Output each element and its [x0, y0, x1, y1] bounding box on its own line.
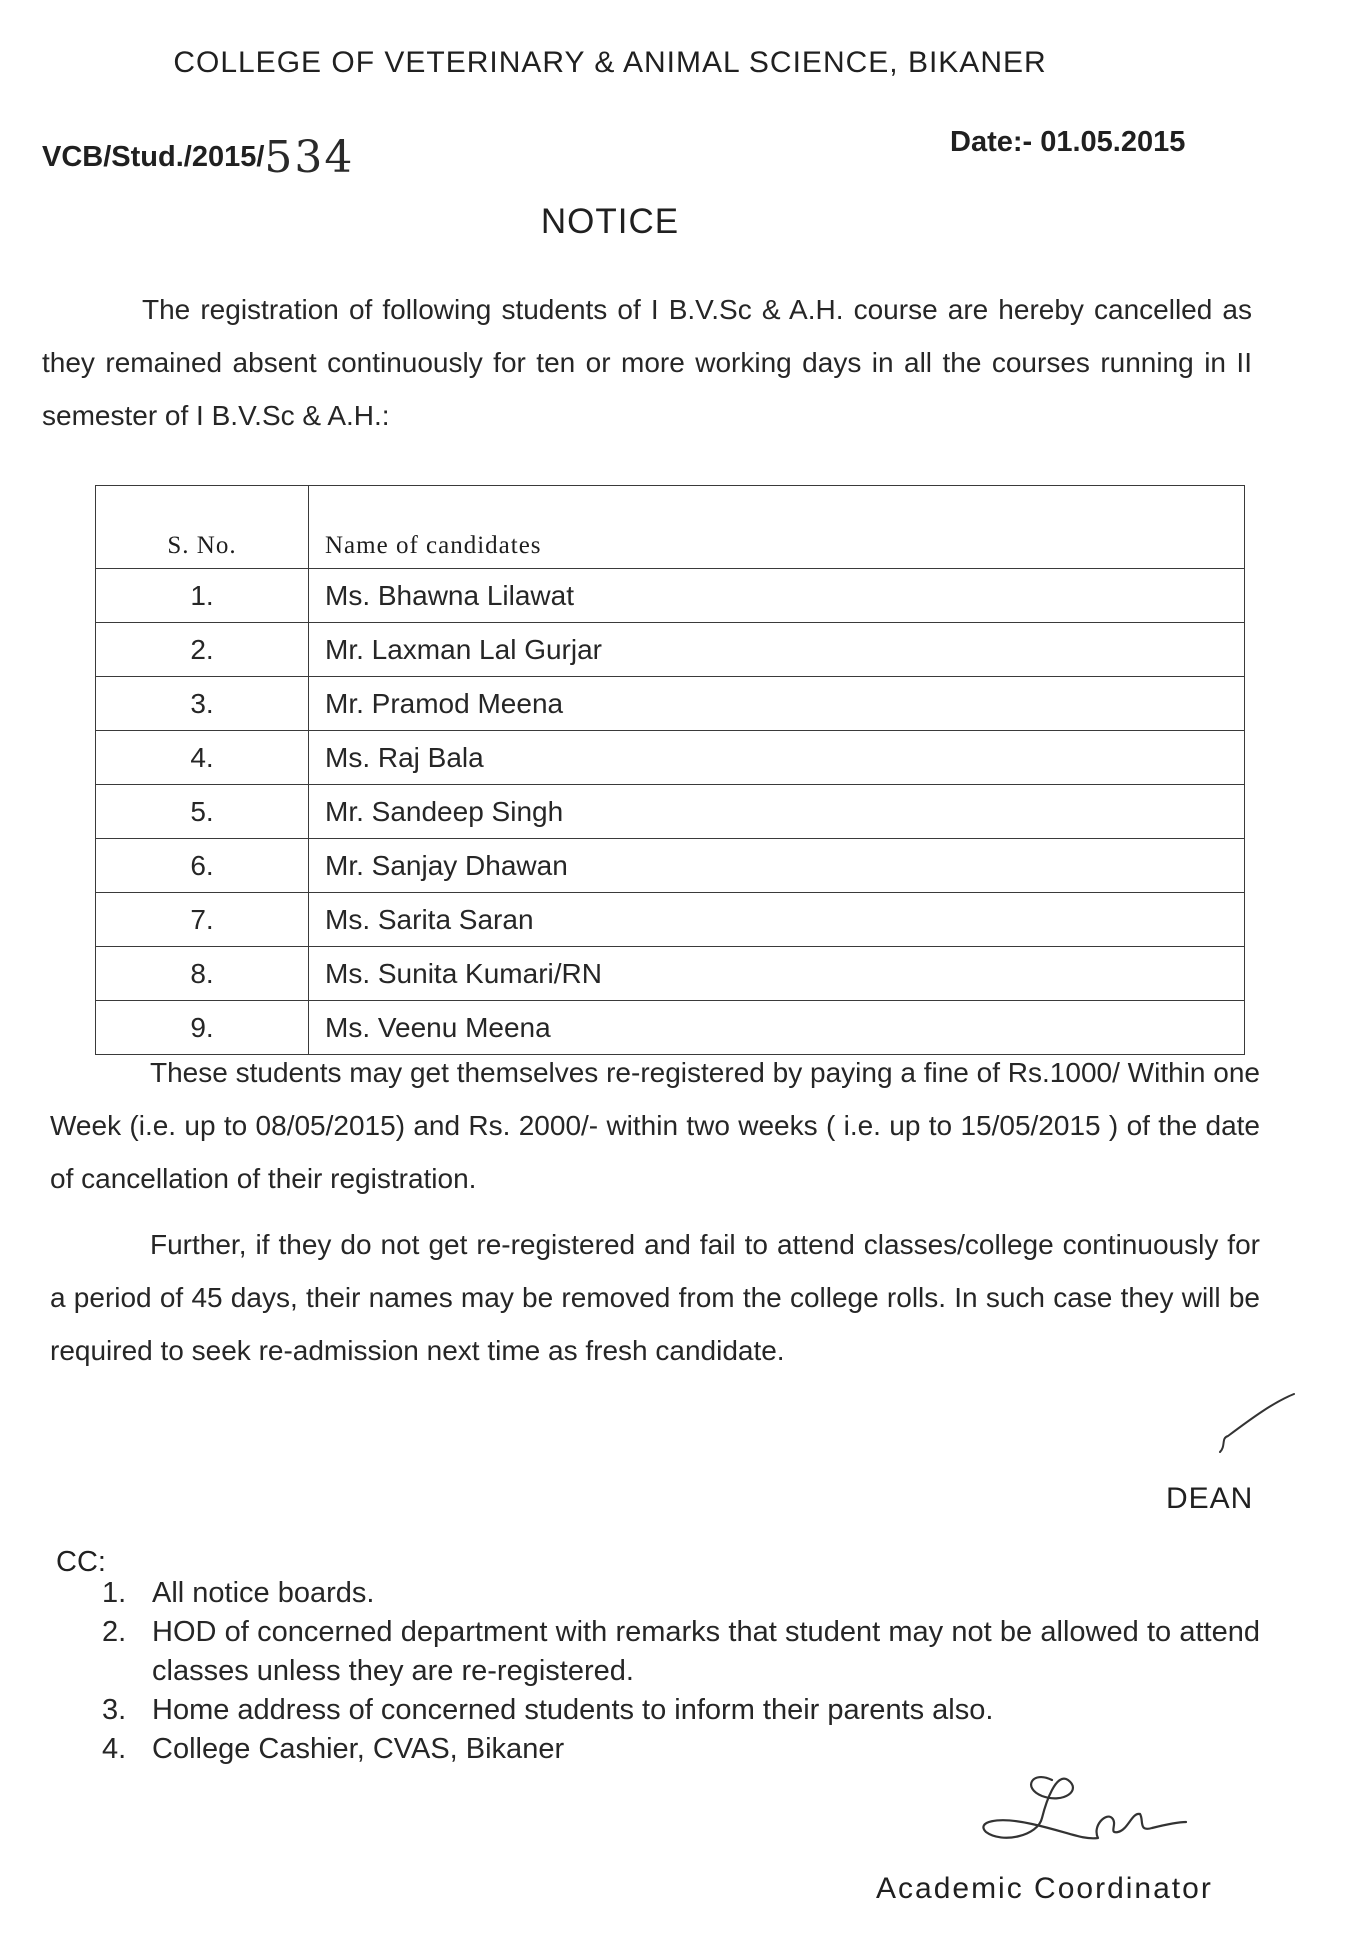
coordinator-signature-icon	[972, 1762, 1192, 1862]
list-item-text: HOD of concerned department with remarks that student may not be allowed to attend classes unless they are re-registered.	[152, 1616, 1260, 1687]
list-item-number: 1.	[102, 1577, 127, 1609]
candidate-name-cell: Mr. Sanjay Dhawan	[309, 839, 1245, 893]
fine-paragraph: These students may get themselves re-registered by paying a fine of Rs.1000/ Within one Week (i.e. up to 08/05/2015) and Rs. 2000/- within two weeks ( i.e. up to 15/05/2015 ) of the date of cancellation of their registration.	[50, 1057, 1260, 1194]
signatory-title: DEAN	[1166, 1482, 1254, 1515]
cc-list	[102, 1574, 1260, 1769]
reference-number	[42, 126, 355, 183]
list-item-text: All notice boards.	[152, 1577, 375, 1609]
intro-paragraph: The registration of following students of I B.V.Sc & A.H. course are hereby cancelled as they remained absent continuously for ten or more working days in all the courses running in II semester of I B.V.Sc & A.H.:	[42, 294, 1252, 431]
candidate-name-cell: Ms. Bhawna Lilawat	[309, 569, 1245, 623]
list-item-number: 4.	[102, 1733, 127, 1765]
table-header-row	[96, 486, 1245, 569]
serial-number-cell: 2.	[96, 623, 309, 677]
college-name: COLLEGE OF VETERINARY & ANIMAL SCIENCE, BIKANER	[173, 46, 1047, 79]
further-paragraph: Further, if they do not get re-registered and fail to attend classes/college continuously for a period of 45 days, their names may be removed from the college rolls. In such case they will be required to seek re-admission next time as fresh candidate.	[50, 1229, 1260, 1366]
candidate-name-header: Name of candidates	[309, 486, 1245, 569]
table-row	[96, 785, 1245, 839]
candidate-name-cell: Ms. Veenu Meena	[309, 1001, 1245, 1055]
table-row	[96, 839, 1245, 893]
candidate-name-cell: Mr. Laxman Lal Gurjar	[309, 623, 1245, 677]
table-row	[96, 731, 1245, 785]
serial-number-cell: 9.	[96, 1001, 309, 1055]
table-row	[96, 623, 1245, 677]
serial-number-header: S. No.	[96, 486, 309, 569]
candidate-name-cell: Mr. Sandeep Singh	[309, 785, 1245, 839]
serial-number-cell: 6.	[96, 839, 309, 893]
table-row	[96, 947, 1245, 1001]
reference-handwritten-number: 534	[264, 132, 355, 183]
table-row	[96, 893, 1245, 947]
coordinator-title: Academic Coordinator	[876, 1872, 1213, 1905]
list-item-number: 2.	[102, 1616, 127, 1648]
list-item-text: College Cashier, CVAS, Bikaner	[152, 1733, 565, 1765]
reference-prefix: VCB/Stud./2015/	[42, 141, 265, 173]
list-item-number: 3.	[102, 1694, 127, 1726]
table-row	[96, 569, 1245, 623]
candidates-table	[95, 485, 1245, 1055]
list-item-text: Home address of concerned students to inform their parents also.	[152, 1694, 994, 1726]
notice-title: NOTICE	[540, 202, 680, 241]
list-item	[102, 1574, 1260, 1613]
table-row	[96, 677, 1245, 731]
cc-label: CC:	[56, 1546, 106, 1578]
serial-number-cell: 7.	[96, 893, 309, 947]
list-item	[102, 1613, 1260, 1691]
serial-number-cell: 5.	[96, 785, 309, 839]
serial-number-cell: 8.	[96, 947, 309, 1001]
dean-signature-icon	[1212, 1390, 1302, 1460]
notice-date: Date:- 01.05.2015	[950, 126, 1186, 158]
serial-number-cell: 3.	[96, 677, 309, 731]
list-item	[102, 1691, 1260, 1730]
candidate-name-cell: Ms. Raj Bala	[309, 731, 1245, 785]
serial-number-cell: 1.	[96, 569, 309, 623]
candidate-name-cell: Ms. Sunita Kumari/RN	[309, 947, 1245, 1001]
serial-number-cell: 4.	[96, 731, 309, 785]
candidate-name-cell: Ms. Sarita Saran	[309, 893, 1245, 947]
candidate-name-cell: Mr. Pramod Meena	[309, 677, 1245, 731]
